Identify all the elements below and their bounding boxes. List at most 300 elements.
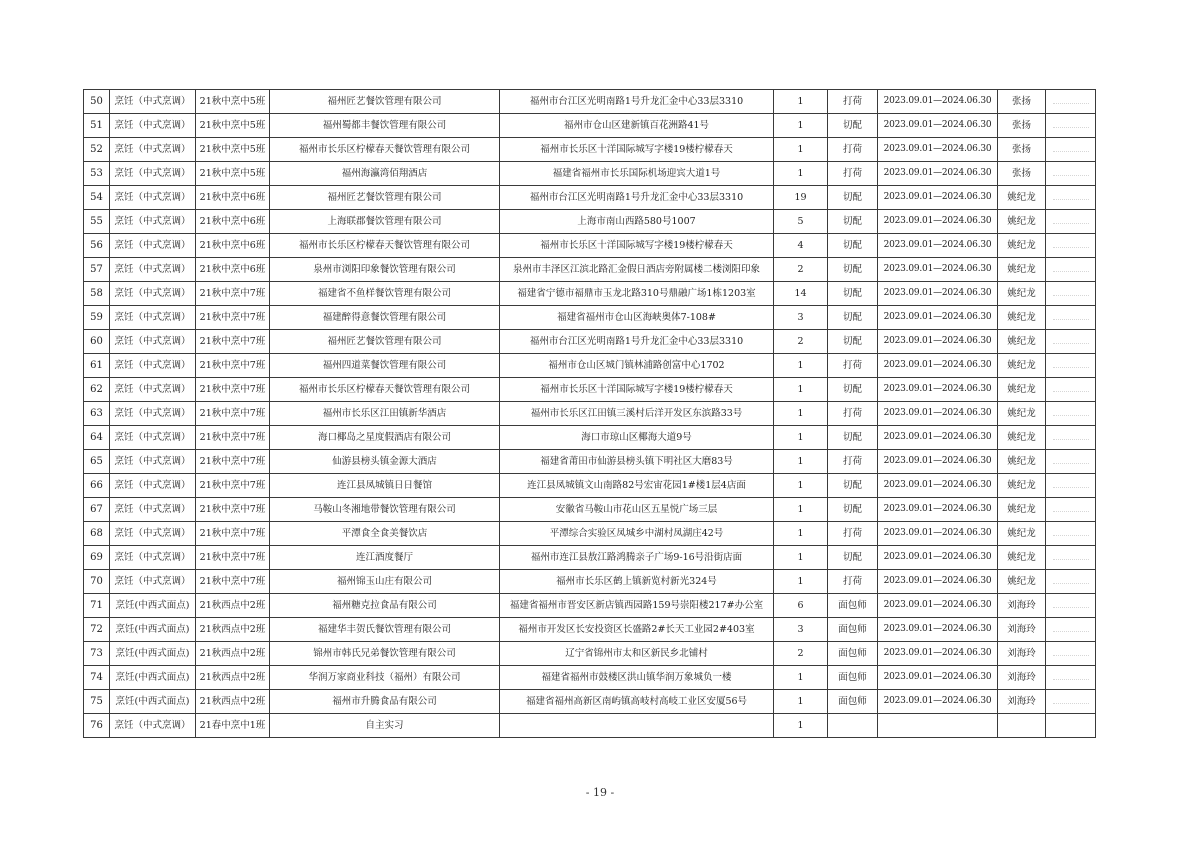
- row-number: 57: [84, 258, 110, 282]
- job-cell: 打荷: [828, 522, 878, 546]
- job-cell: 切配: [828, 210, 878, 234]
- address-cell: 福州市台江区光明南路1号升龙汇金中心33层3310: [500, 330, 774, 354]
- class-cell: 21秋中烹中7班: [196, 474, 270, 498]
- job-cell: 打荷: [828, 354, 878, 378]
- roster-body: [84, 90, 1096, 738]
- table-row: [84, 258, 1096, 282]
- table-row: [84, 162, 1096, 186]
- teacher-cell: 张扬: [998, 138, 1046, 162]
- major-cell: 烹饪（中式烹调）: [110, 114, 196, 138]
- job-cell: 打荷: [828, 570, 878, 594]
- major-cell: 烹饪(中西式面点): [110, 642, 196, 666]
- count-cell: 19: [774, 186, 828, 210]
- row-number: 52: [84, 138, 110, 162]
- count-cell: 2: [774, 642, 828, 666]
- signature-cell: [1046, 90, 1096, 114]
- class-cell: 21秋西点中2班: [196, 594, 270, 618]
- table-row: [84, 378, 1096, 402]
- major-cell: 烹饪（中式烹调）: [110, 138, 196, 162]
- row-number: 51: [84, 114, 110, 138]
- count-cell: 1: [774, 138, 828, 162]
- teacher-cell: 刘海玲: [998, 666, 1046, 690]
- class-cell: 21秋中烹中7班: [196, 546, 270, 570]
- row-number: 59: [84, 306, 110, 330]
- teacher-cell: 刘海玲: [998, 594, 1046, 618]
- teacher-cell: [998, 714, 1046, 738]
- faint-signature-mark: [1053, 289, 1089, 296]
- company-cell: 仙游县榜头镇金源大酒店: [270, 450, 500, 474]
- table-row: [84, 426, 1096, 450]
- teacher-cell: 姚纪龙: [998, 426, 1046, 450]
- class-cell: 21秋西点中2班: [196, 642, 270, 666]
- company-cell: 连江县凤城镇日日餐馆: [270, 474, 500, 498]
- job-cell: 切配: [828, 186, 878, 210]
- period-cell: 2023.09.01—2024.06.30: [878, 690, 998, 714]
- table-row: [84, 186, 1096, 210]
- faint-signature-mark: [1053, 241, 1089, 248]
- address-cell: 海口市琼山区椰海大道9号: [500, 426, 774, 450]
- row-number: 56: [84, 234, 110, 258]
- table-row: [84, 618, 1096, 642]
- company-cell: 泉州市浏阳印象餐饮管理有限公司: [270, 258, 500, 282]
- address-cell: 福州市开发区长安投资区长盛路2#长天工业园2#403室: [500, 618, 774, 642]
- class-cell: 21秋中烹中6班: [196, 210, 270, 234]
- row-number: 68: [84, 522, 110, 546]
- teacher-cell: 姚纪龙: [998, 210, 1046, 234]
- address-cell: 福州市长乐区十洋国际城写字楼19楼柠檬春天: [500, 138, 774, 162]
- row-number: 55: [84, 210, 110, 234]
- faint-signature-mark: [1053, 673, 1089, 680]
- period-cell: 2023.09.01—2024.06.30: [878, 426, 998, 450]
- company-cell: 福州糖克拉食品有限公司: [270, 594, 500, 618]
- teacher-cell: 姚纪龙: [998, 234, 1046, 258]
- signature-cell: [1046, 618, 1096, 642]
- signature-cell: [1046, 354, 1096, 378]
- teacher-cell: 刘海玲: [998, 618, 1046, 642]
- address-cell: 福州市仓山区建新镇百花洲路41号: [500, 114, 774, 138]
- class-cell: 21秋中烹中6班: [196, 234, 270, 258]
- company-cell: 海口椰岛之星度假酒店有限公司: [270, 426, 500, 450]
- faint-signature-mark: [1053, 697, 1089, 704]
- count-cell: 1: [774, 402, 828, 426]
- signature-cell: [1046, 114, 1096, 138]
- address-cell: 福建省福州市晋安区新店镇西园路159号崇阳楼217#办公室: [500, 594, 774, 618]
- address-cell: 福建省宁德市福鼎市玉龙北路310号鼎融广场1栋1203室: [500, 282, 774, 306]
- major-cell: 烹饪（中式烹调）: [110, 234, 196, 258]
- job-cell: 切配: [828, 474, 878, 498]
- table-row: [84, 402, 1096, 426]
- signature-cell: [1046, 258, 1096, 282]
- count-cell: 1: [774, 666, 828, 690]
- major-cell: 烹饪(中西式面点): [110, 618, 196, 642]
- signature-cell: [1046, 330, 1096, 354]
- address-cell: 福建省福州市长乐国际机场迎宾大道1号: [500, 162, 774, 186]
- table-row: [84, 282, 1096, 306]
- period-cell: 2023.09.01—2024.06.30: [878, 354, 998, 378]
- count-cell: 14: [774, 282, 828, 306]
- class-cell: 21春中烹中1班: [196, 714, 270, 738]
- company-cell: 福州蜀都丰餐饮管理有限公司: [270, 114, 500, 138]
- company-cell: 平潭食全食美餐饮店: [270, 522, 500, 546]
- company-cell: 上海联郡餐饮管理有限公司: [270, 210, 500, 234]
- company-cell: 福州匠艺餐饮管理有限公司: [270, 330, 500, 354]
- class-cell: 21秋中烹中7班: [196, 378, 270, 402]
- period-cell: 2023.09.01—2024.06.30: [878, 258, 998, 282]
- table-row: [84, 330, 1096, 354]
- class-cell: 21秋中烹中7班: [196, 498, 270, 522]
- table-row: [84, 450, 1096, 474]
- teacher-cell: 姚纪龙: [998, 282, 1046, 306]
- address-cell: 福州市长乐区鹤上镇新览村新光324号: [500, 570, 774, 594]
- company-cell: 福州匠艺餐饮管理有限公司: [270, 90, 500, 114]
- address-cell: 泉州市丰泽区江滨北路汇金假日酒店旁附属楼二楼浏阳印象: [500, 258, 774, 282]
- major-cell: 烹饪(中西式面点): [110, 666, 196, 690]
- teacher-cell: 张扬: [998, 162, 1046, 186]
- company-cell: 锦州市韩氏兄弟餐饮管理有限公司: [270, 642, 500, 666]
- table-row: [84, 234, 1096, 258]
- address-cell: 福州市台江区光明南路1号升龙汇金中心33层3310: [500, 90, 774, 114]
- address-cell: 连江县凤城镇文山南路82号宏宙花园1#楼1层4店面: [500, 474, 774, 498]
- faint-signature-mark: [1053, 649, 1089, 656]
- company-cell: 华润万家商业科技（福州）有限公司: [270, 666, 500, 690]
- row-number: 69: [84, 546, 110, 570]
- period-cell: 2023.09.01—2024.06.30: [878, 498, 998, 522]
- faint-signature-mark: [1053, 313, 1089, 320]
- count-cell: 3: [774, 306, 828, 330]
- teacher-cell: 刘海玲: [998, 690, 1046, 714]
- address-cell: 福州市长乐区江田镇三溪村后洋开发区东滨路33号: [500, 402, 774, 426]
- count-cell: 1: [774, 714, 828, 738]
- company-cell: 自主实习: [270, 714, 500, 738]
- signature-cell: [1046, 690, 1096, 714]
- table-row: [84, 114, 1096, 138]
- faint-signature-mark: [1053, 433, 1089, 440]
- major-cell: 烹饪（中式烹调）: [110, 210, 196, 234]
- row-number: 54: [84, 186, 110, 210]
- address-cell: 福建省福州市鼓楼区洪山镇华润万象城负一楼: [500, 666, 774, 690]
- count-cell: 1: [774, 522, 828, 546]
- faint-signature-mark: [1053, 217, 1089, 224]
- company-cell: 福建醉得意餐饮管理有限公司: [270, 306, 500, 330]
- major-cell: 烹饪（中式烹调）: [110, 306, 196, 330]
- job-cell: 面包师: [828, 594, 878, 618]
- class-cell: 21秋中烹中7班: [196, 354, 270, 378]
- address-cell: 上海市南山西路580号1007: [500, 210, 774, 234]
- count-cell: 1: [774, 690, 828, 714]
- class-cell: 21秋中烹中7班: [196, 570, 270, 594]
- count-cell: 1: [774, 546, 828, 570]
- teacher-cell: 姚纪龙: [998, 546, 1046, 570]
- count-cell: 1: [774, 162, 828, 186]
- address-cell: 福州市连江县敖江路鸿腾亲子广场9-16号沿街店面: [500, 546, 774, 570]
- signature-cell: [1046, 234, 1096, 258]
- signature-cell: [1046, 378, 1096, 402]
- table-row: [84, 666, 1096, 690]
- major-cell: 烹饪(中西式面点): [110, 594, 196, 618]
- major-cell: 烹饪（中式烹调）: [110, 474, 196, 498]
- class-cell: 21秋中烹中5班: [196, 138, 270, 162]
- company-cell: 福州四道菜餐饮管理有限公司: [270, 354, 500, 378]
- address-cell: 福建省福州市仓山区海峡奥体7-108#: [500, 306, 774, 330]
- major-cell: 烹饪（中式烹调）: [110, 714, 196, 738]
- count-cell: 1: [774, 570, 828, 594]
- count-cell: 1: [774, 450, 828, 474]
- faint-signature-mark: [1053, 193, 1089, 200]
- company-cell: 福建省不鱼样餐饮管理有限公司: [270, 282, 500, 306]
- address-cell: [500, 714, 774, 738]
- row-number: 66: [84, 474, 110, 498]
- company-cell: 福州市长乐区柠檬春天餐饮管理有限公司: [270, 138, 500, 162]
- faint-signature-mark: [1053, 169, 1089, 176]
- row-number: 70: [84, 570, 110, 594]
- faint-signature-mark: [1053, 601, 1089, 608]
- major-cell: 烹饪（中式烹调）: [110, 498, 196, 522]
- teacher-cell: 姚纪龙: [998, 354, 1046, 378]
- period-cell: 2023.09.01—2024.06.30: [878, 162, 998, 186]
- address-cell: 福州市台江区光明南路1号升龙汇金中心33层3310: [500, 186, 774, 210]
- class-cell: 21秋中烹中6班: [196, 186, 270, 210]
- class-cell: 21秋西点中2班: [196, 618, 270, 642]
- teacher-cell: 刘海玲: [998, 642, 1046, 666]
- table-row: [84, 498, 1096, 522]
- period-cell: 2023.09.01—2024.06.30: [878, 114, 998, 138]
- row-number: 72: [84, 618, 110, 642]
- major-cell: 烹饪（中式烹调）: [110, 330, 196, 354]
- major-cell: 烹饪（中式烹调）: [110, 522, 196, 546]
- address-cell: 安徽省马鞍山市花山区五星悦广场三层: [500, 498, 774, 522]
- faint-signature-mark: [1053, 457, 1089, 464]
- count-cell: 6: [774, 594, 828, 618]
- signature-cell: [1046, 282, 1096, 306]
- major-cell: 烹饪（中式烹调）: [110, 570, 196, 594]
- period-cell: 2023.09.01—2024.06.30: [878, 186, 998, 210]
- class-cell: 21秋中烹中7班: [196, 450, 270, 474]
- signature-cell: [1046, 402, 1096, 426]
- job-cell: 切配: [828, 234, 878, 258]
- job-cell: 打荷: [828, 162, 878, 186]
- job-cell: 切配: [828, 258, 878, 282]
- major-cell: 烹饪(中西式面点): [110, 690, 196, 714]
- teacher-cell: 姚纪龙: [998, 306, 1046, 330]
- count-cell: 5: [774, 210, 828, 234]
- address-cell: 福建省福州高新区南屿镇高岐村高岐工业区安厦56号: [500, 690, 774, 714]
- period-cell: 2023.09.01—2024.06.30: [878, 282, 998, 306]
- signature-cell: [1046, 570, 1096, 594]
- period-cell: 2023.09.01—2024.06.30: [878, 378, 998, 402]
- row-number: 76: [84, 714, 110, 738]
- major-cell: 烹饪（中式烹调）: [110, 354, 196, 378]
- job-cell: 打荷: [828, 450, 878, 474]
- period-cell: 2023.09.01—2024.06.30: [878, 666, 998, 690]
- internship-roster-table: [83, 89, 1096, 738]
- class-cell: 21秋中烹中7班: [196, 330, 270, 354]
- row-number: 65: [84, 450, 110, 474]
- signature-cell: [1046, 162, 1096, 186]
- faint-signature-mark: [1053, 625, 1089, 632]
- address-cell: 辽宁省锦州市太和区新民乡北铺村: [500, 642, 774, 666]
- row-number: 53: [84, 162, 110, 186]
- period-cell: 2023.09.01—2024.06.30: [878, 138, 998, 162]
- period-cell: 2023.09.01—2024.06.30: [878, 330, 998, 354]
- signature-cell: [1046, 474, 1096, 498]
- company-cell: 福州锦玉山庄有限公司: [270, 570, 500, 594]
- period-cell: 2023.09.01—2024.06.30: [878, 306, 998, 330]
- signature-cell: [1046, 186, 1096, 210]
- period-cell: 2023.09.01—2024.06.30: [878, 474, 998, 498]
- company-cell: 福州市长乐区柠檬春天餐饮管理有限公司: [270, 234, 500, 258]
- major-cell: 烹饪（中式烹调）: [110, 186, 196, 210]
- signature-cell: [1046, 642, 1096, 666]
- address-cell: 福州市长乐区十洋国际城写字楼19楼柠檬春天: [500, 378, 774, 402]
- period-cell: 2023.09.01—2024.06.30: [878, 210, 998, 234]
- job-cell: 打荷: [828, 90, 878, 114]
- faint-signature-mark: [1053, 265, 1089, 272]
- count-cell: 1: [774, 90, 828, 114]
- signature-cell: [1046, 306, 1096, 330]
- period-cell: 2023.09.01—2024.06.30: [878, 522, 998, 546]
- row-number: 73: [84, 642, 110, 666]
- teacher-cell: 姚纪龙: [998, 258, 1046, 282]
- faint-signature-mark: [1053, 553, 1089, 560]
- faint-signature-mark: [1053, 481, 1089, 488]
- table-row: [84, 90, 1096, 114]
- class-cell: 21秋西点中2班: [196, 690, 270, 714]
- row-number: 61: [84, 354, 110, 378]
- table-row: [84, 642, 1096, 666]
- job-cell: [828, 714, 878, 738]
- period-cell: 2023.09.01—2024.06.30: [878, 234, 998, 258]
- teacher-cell: 姚纪龙: [998, 378, 1046, 402]
- job-cell: 面包师: [828, 690, 878, 714]
- job-cell: 切配: [828, 498, 878, 522]
- period-cell: [878, 714, 998, 738]
- major-cell: 烹饪（中式烹调）: [110, 546, 196, 570]
- company-cell: 福建华丰贺氏餐饮管理有限公司: [270, 618, 500, 642]
- period-cell: 2023.09.01—2024.06.30: [878, 450, 998, 474]
- count-cell: 4: [774, 234, 828, 258]
- class-cell: 21秋中烹中5班: [196, 114, 270, 138]
- job-cell: 打荷: [828, 402, 878, 426]
- count-cell: 1: [774, 426, 828, 450]
- major-cell: 烹饪（中式烹调）: [110, 426, 196, 450]
- table-row: [84, 138, 1096, 162]
- company-cell: 福州市长乐区江田镇新华酒店: [270, 402, 500, 426]
- teacher-cell: 姚纪龙: [998, 450, 1046, 474]
- faint-signature-mark: [1053, 361, 1089, 368]
- period-cell: 2023.09.01—2024.06.30: [878, 90, 998, 114]
- row-number: 64: [84, 426, 110, 450]
- faint-signature-mark: [1053, 97, 1089, 104]
- job-cell: 切配: [828, 546, 878, 570]
- signature-cell: [1046, 426, 1096, 450]
- row-number: 58: [84, 282, 110, 306]
- job-cell: 切配: [828, 378, 878, 402]
- faint-signature-mark: [1053, 529, 1089, 536]
- signature-cell: [1046, 546, 1096, 570]
- company-cell: 马鞍山冬湘地带餐饮管理有限公司: [270, 498, 500, 522]
- signature-cell: [1046, 210, 1096, 234]
- faint-signature-mark: [1053, 409, 1089, 416]
- count-cell: 1: [774, 498, 828, 522]
- row-number: 71: [84, 594, 110, 618]
- table-row: [84, 570, 1096, 594]
- row-number: 67: [84, 498, 110, 522]
- table-row: [84, 306, 1096, 330]
- job-cell: 面包师: [828, 666, 878, 690]
- faint-signature-mark: [1053, 577, 1089, 584]
- table-row: [84, 474, 1096, 498]
- period-cell: 2023.09.01—2024.06.30: [878, 618, 998, 642]
- job-cell: 面包师: [828, 642, 878, 666]
- count-cell: 1: [774, 114, 828, 138]
- address-cell: 福州市长乐区十洋国际城写字楼19楼柠檬春天: [500, 234, 774, 258]
- faint-signature-mark: [1053, 121, 1089, 128]
- count-cell: 3: [774, 618, 828, 642]
- count-cell: 1: [774, 474, 828, 498]
- teacher-cell: 姚纪龙: [998, 186, 1046, 210]
- class-cell: 21秋中烹中7班: [196, 402, 270, 426]
- period-cell: 2023.09.01—2024.06.30: [878, 594, 998, 618]
- row-number: 74: [84, 666, 110, 690]
- class-cell: 21秋中烹中7班: [196, 426, 270, 450]
- row-number: 63: [84, 402, 110, 426]
- teacher-cell: 姚纪龙: [998, 522, 1046, 546]
- class-cell: 21秋西点中2班: [196, 666, 270, 690]
- address-cell: 福州市仓山区城门镇林浦路创富中心1702: [500, 354, 774, 378]
- job-cell: 切配: [828, 426, 878, 450]
- class-cell: 21秋中烹中6班: [196, 258, 270, 282]
- class-cell: 21秋中烹中5班: [196, 90, 270, 114]
- signature-cell: [1046, 594, 1096, 618]
- signature-cell: [1046, 522, 1096, 546]
- table-row: [84, 546, 1096, 570]
- count-cell: 1: [774, 378, 828, 402]
- table-row: [84, 522, 1096, 546]
- major-cell: 烹饪（中式烹调）: [110, 90, 196, 114]
- row-number: 75: [84, 690, 110, 714]
- teacher-cell: 姚纪龙: [998, 474, 1046, 498]
- faint-signature-mark: [1053, 385, 1089, 392]
- job-cell: 切配: [828, 330, 878, 354]
- teacher-cell: 姚纪龙: [998, 570, 1046, 594]
- row-number: 50: [84, 90, 110, 114]
- table-row: [84, 594, 1096, 618]
- company-cell: 连江酒度餐厅: [270, 546, 500, 570]
- table-row: [84, 210, 1096, 234]
- job-cell: 切配: [828, 306, 878, 330]
- period-cell: 2023.09.01—2024.06.30: [878, 546, 998, 570]
- major-cell: 烹饪（中式烹调）: [110, 402, 196, 426]
- company-cell: 福州市升腾食品有限公司: [270, 690, 500, 714]
- address-cell: 平潭综合实验区凤城乡中湖村凤湖庄42号: [500, 522, 774, 546]
- job-cell: 面包师: [828, 618, 878, 642]
- count-cell: 2: [774, 330, 828, 354]
- row-number: 60: [84, 330, 110, 354]
- company-cell: 福州匠艺餐饮管理有限公司: [270, 186, 500, 210]
- table-row: [84, 354, 1096, 378]
- faint-signature-mark: [1053, 505, 1089, 512]
- row-number: 62: [84, 378, 110, 402]
- teacher-cell: 张扬: [998, 90, 1046, 114]
- teacher-cell: 姚纪龙: [998, 402, 1046, 426]
- count-cell: 1: [774, 354, 828, 378]
- major-cell: 烹饪（中式烹调）: [110, 378, 196, 402]
- teacher-cell: 姚纪龙: [998, 498, 1046, 522]
- job-cell: 切配: [828, 282, 878, 306]
- major-cell: 烹饪（中式烹调）: [110, 282, 196, 306]
- faint-signature-mark: [1053, 337, 1089, 344]
- table-row: [84, 714, 1096, 738]
